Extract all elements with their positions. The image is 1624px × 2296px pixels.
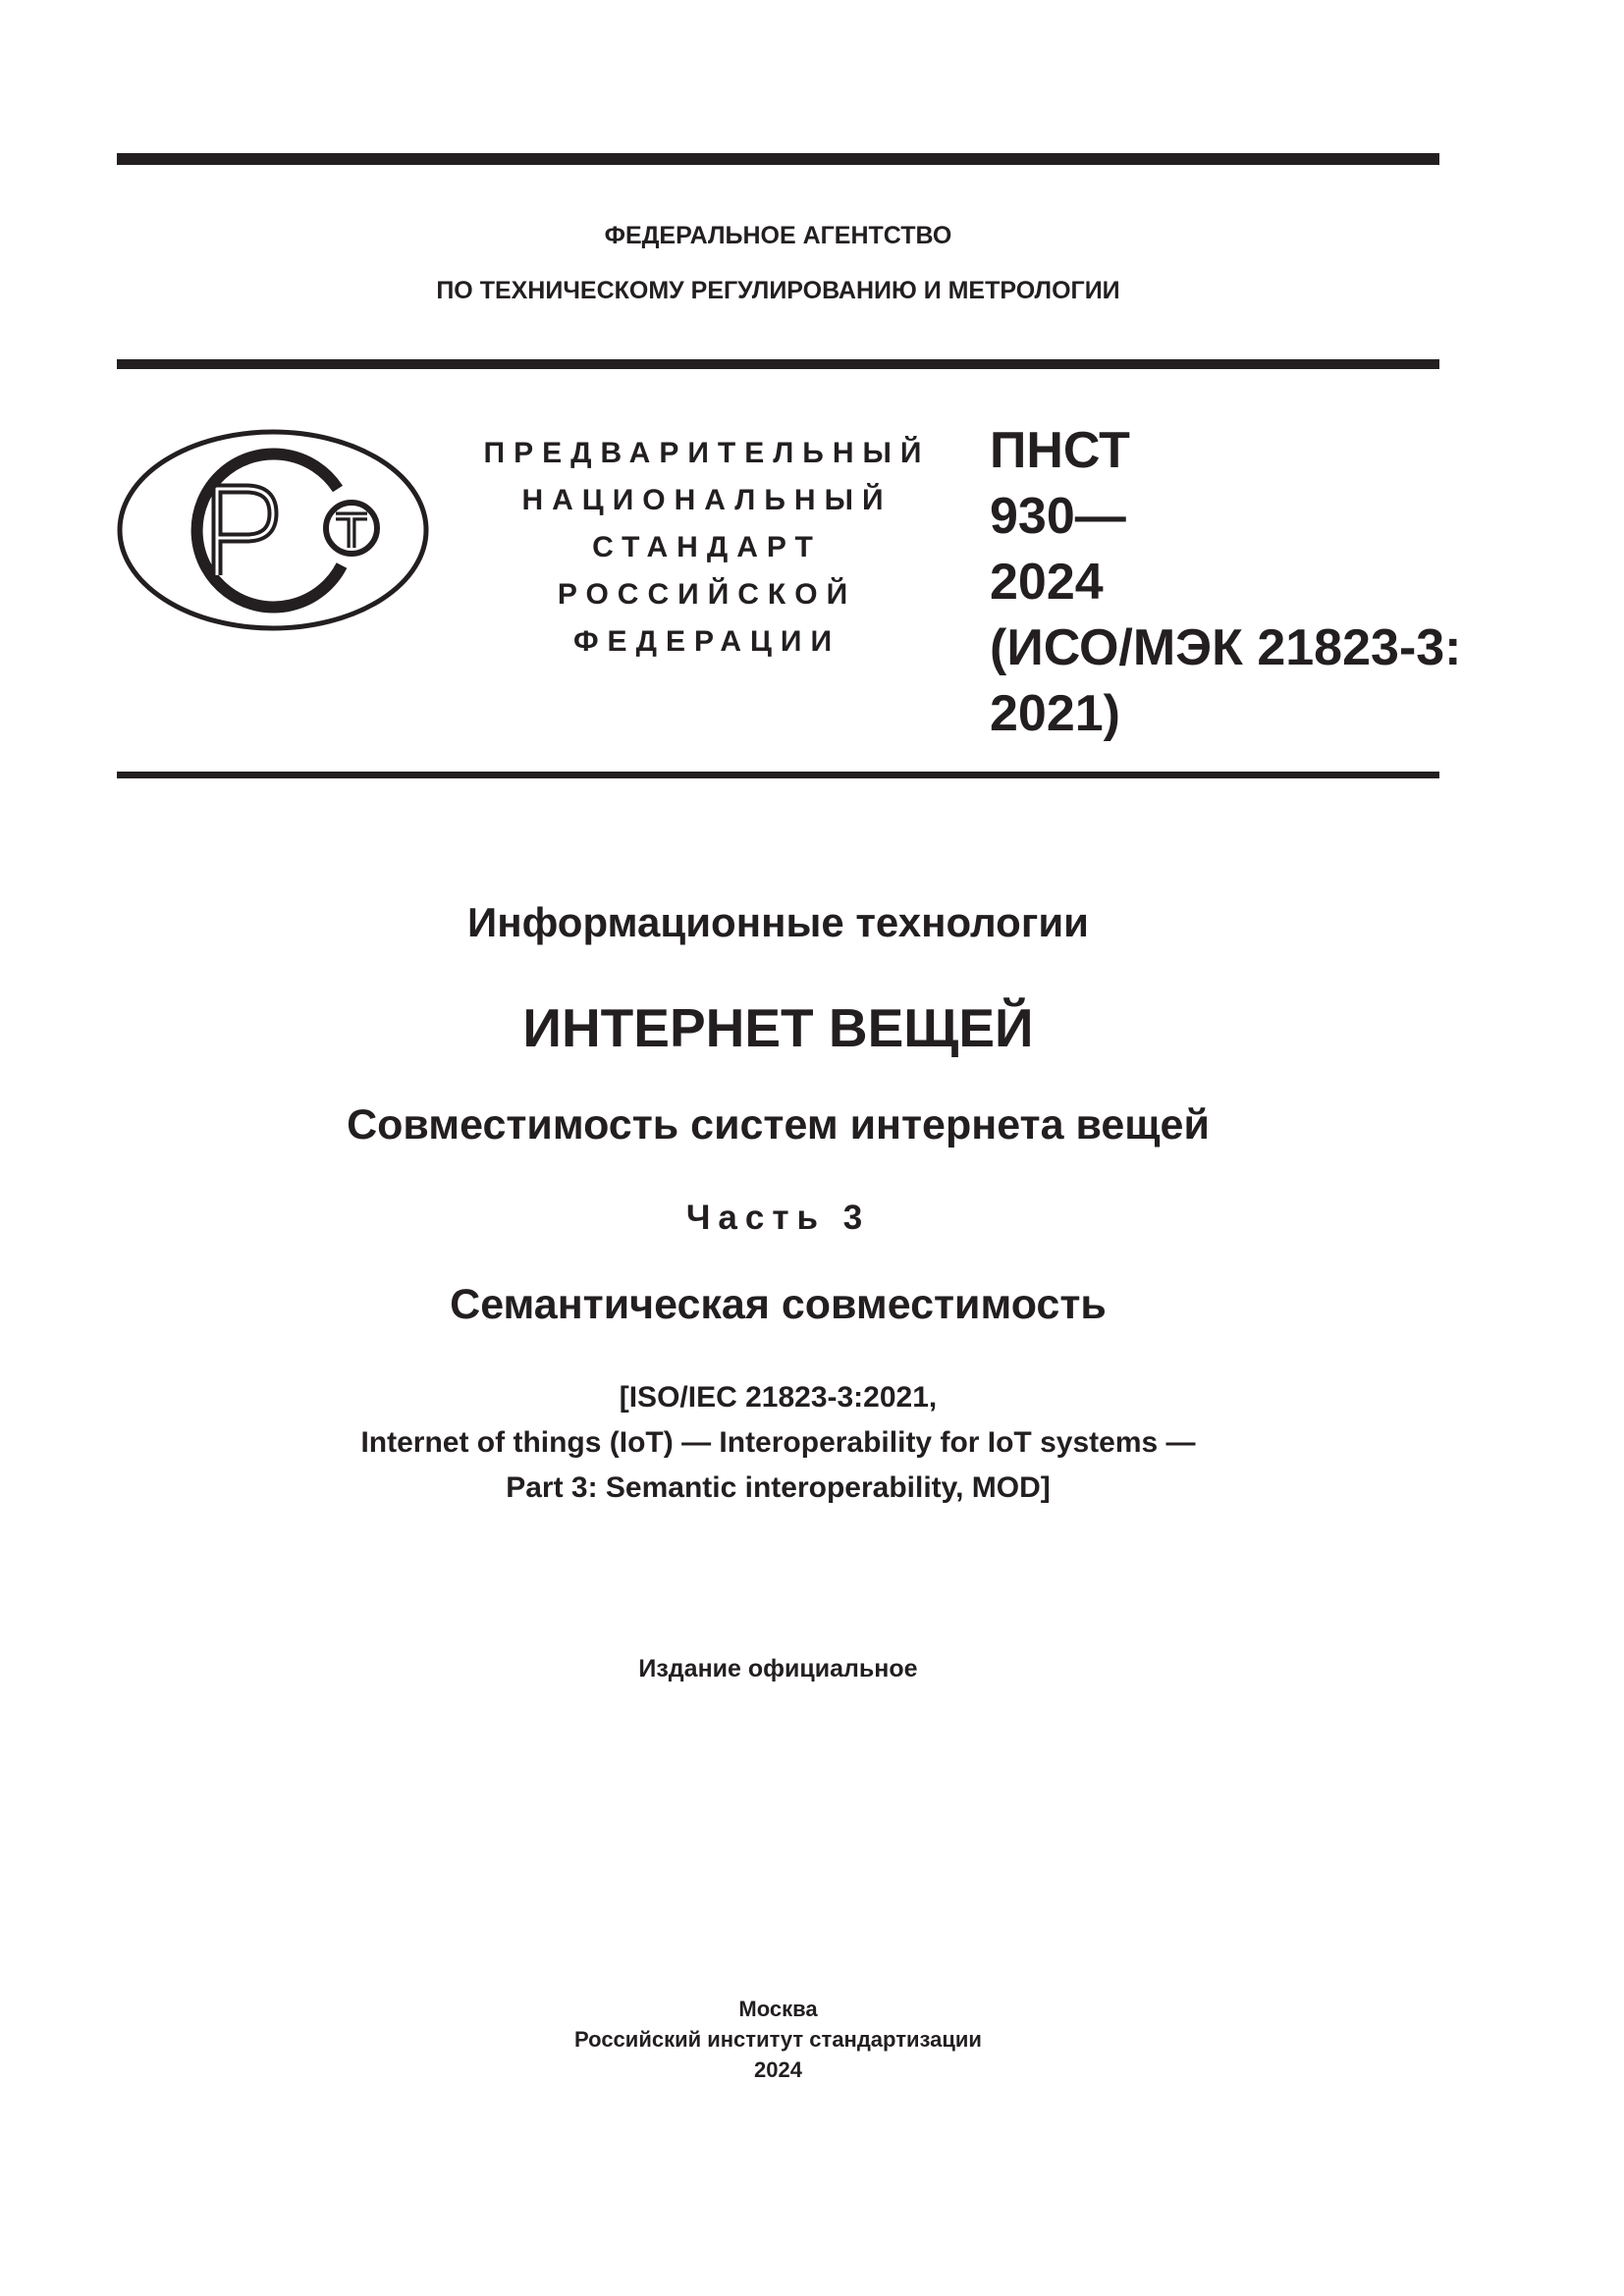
standard-type-line: СТАНДАРТ bbox=[592, 531, 822, 563]
header-bottom-rule bbox=[117, 772, 1439, 778]
standard-type-line: РОССИЙСКОЙ bbox=[557, 578, 857, 611]
part-number: Часть 3 bbox=[685, 1199, 871, 1237]
publication-year: 2024 bbox=[754, 2057, 802, 2082]
part-title: Семантическая совместимость bbox=[450, 1281, 1107, 1328]
header-middle-rule bbox=[117, 359, 1439, 369]
designation-line: 2024 bbox=[990, 554, 1104, 611]
gost-r-certification-mark-icon bbox=[116, 428, 430, 632]
subject-heading: Информационные технологии bbox=[467, 899, 1089, 945]
standard-type-line: ФЕДЕРАЦИИ bbox=[572, 625, 841, 658]
designation-line: 930— bbox=[990, 488, 1126, 545]
standard-type-line: ПРЕДВАРИТЕЛЬНЫЙ bbox=[483, 437, 931, 469]
publisher-name: Российский институт стандартизации bbox=[574, 2027, 982, 2052]
iso-reference-line: Part 3: Semantic interoperability, MOD] bbox=[506, 1471, 1051, 1504]
agency-name-line-1: ФЕДЕРАЛЬНОЕ АГЕНТСТВО bbox=[604, 222, 952, 249]
standard-type-line: НАЦИОНАЛЬНЫЙ bbox=[521, 484, 893, 516]
designation-line: ПНСТ bbox=[990, 422, 1130, 479]
subtitle: Совместимость систем интернета вещей bbox=[347, 1101, 1210, 1148]
edition-label: Издание официальное bbox=[638, 1655, 918, 1682]
standard-type-block bbox=[452, 430, 962, 666]
iso-reference-line: Internet of things (IoT) — Interoperability for IoT systems — bbox=[360, 1426, 1196, 1459]
publisher-block bbox=[117, 1994, 1439, 2085]
header-top-rule bbox=[117, 153, 1439, 165]
publisher-city: Москва bbox=[738, 1997, 818, 2021]
designation-line: (ИСО/МЭК 21823-3: bbox=[990, 619, 1462, 676]
iso-reference-line: [ISO/IEC 21823-3:2021, bbox=[619, 1381, 938, 1414]
agency-name-line-2: ПО ТЕХНИЧЕСКОМУ РЕГУЛИРОВАНИЮ И МЕТРОЛОГИИ bbox=[436, 277, 1120, 304]
standard-designation bbox=[990, 418, 1462, 747]
main-title: ИНТЕРНЕТ ВЕЩЕЙ bbox=[522, 997, 1034, 1058]
designation-line: 2021) bbox=[990, 685, 1120, 742]
iso-reference bbox=[117, 1375, 1439, 1511]
